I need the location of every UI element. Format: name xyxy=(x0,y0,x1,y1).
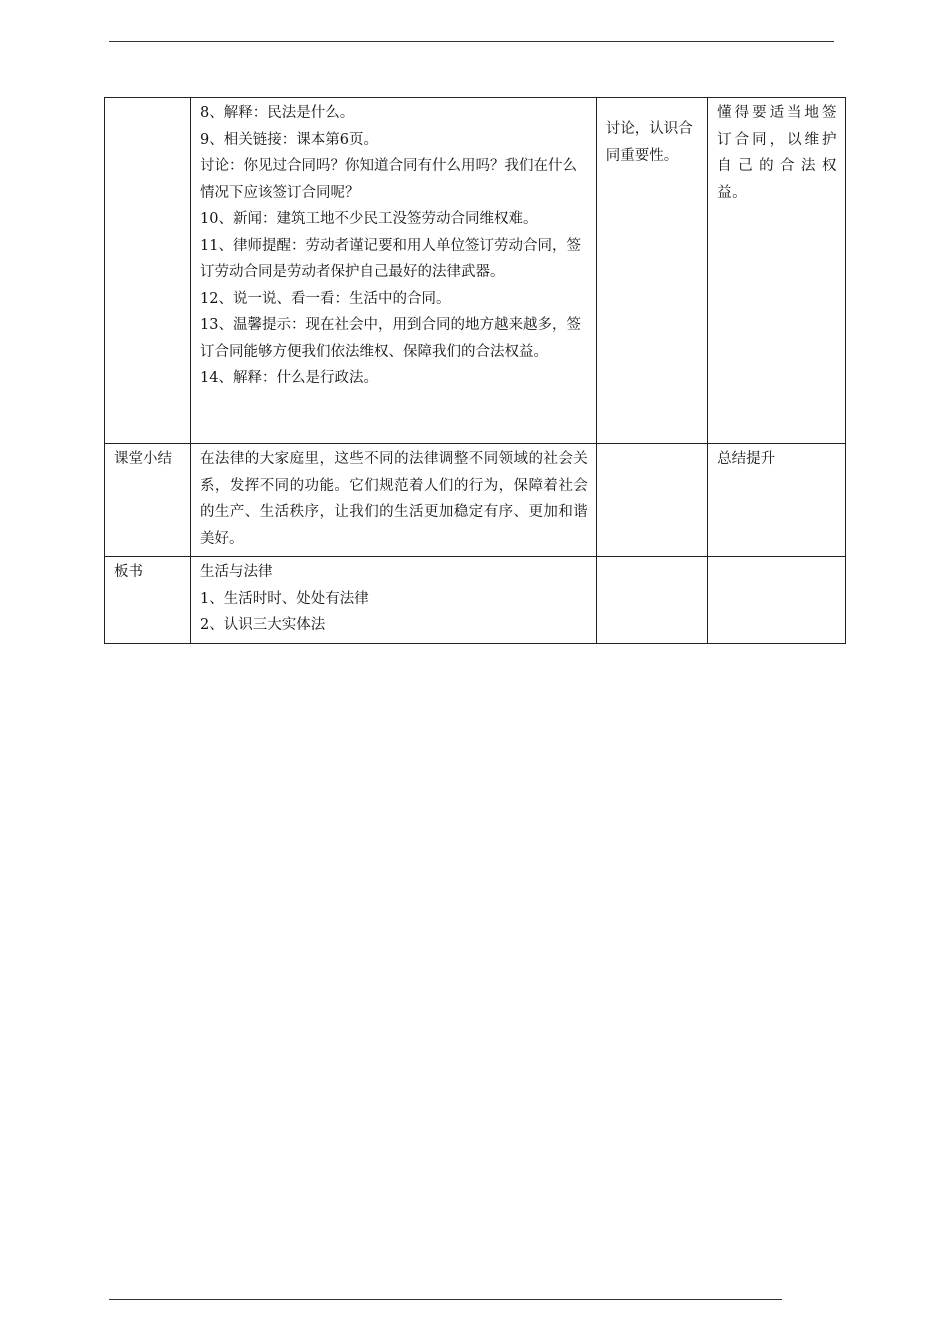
table-row xyxy=(105,557,846,644)
activity-cell xyxy=(596,444,707,557)
row-label-cell xyxy=(105,557,191,644)
content-cell xyxy=(191,98,597,444)
content-line: 14、解释：什么是行政法。 xyxy=(200,370,378,386)
intent-cell xyxy=(708,98,846,444)
board-line: 2、认识三大实体法 xyxy=(200,617,326,633)
activity-cell xyxy=(596,98,707,444)
intent-text: 总结提升 xyxy=(717,451,776,467)
row-label-cell xyxy=(105,98,191,444)
content-line: 13、温馨提示：现在社会中，用到合同的地方越来越多，签订合同能够方便我们依法维权、保障我们的合法权益。 xyxy=(200,317,581,360)
content-line: 9、相关链接：课本第6页。 xyxy=(200,131,378,148)
lesson-plan-table xyxy=(104,97,846,644)
row-label: 课堂小结 xyxy=(114,451,172,467)
header-rule xyxy=(109,41,834,42)
activity-text: 讨论，认识合同重要性。 xyxy=(605,121,693,164)
intent-cell xyxy=(708,557,846,644)
row-label-cell xyxy=(105,444,191,557)
board-title: 生活与法律 xyxy=(200,564,273,580)
table-row xyxy=(105,444,846,557)
board-line: 1、生活时时、处处有法律 xyxy=(200,590,369,607)
content-cell xyxy=(191,557,597,644)
content-line: 讨论：你见过合同吗？你知道合同有什么用吗？我们在什么情况下应该签订合同呢？ xyxy=(200,158,577,201)
footer-rule xyxy=(109,1299,782,1300)
content-line: 8、解释：民法是什么。 xyxy=(200,105,355,121)
activity-cell xyxy=(596,557,707,644)
content-line: 11、律师提醒：劳动者谨记要和用人单位签订劳动合同，签订劳动合同是劳动者保护自己最好的法律武器。 xyxy=(200,237,581,280)
content-cell xyxy=(191,444,597,557)
content-line: 10、新闻：建筑工地不少民工没签劳动合同维权难。 xyxy=(200,211,538,227)
summary-text: 在法律的大家庭里，这些不同的法律调整不同领域的社会关系，发挥不同的功能。它们规范着人们的行为，保障着社会的生产、生活秩序，让我们的生活更加稳定有序、更加和谐美好。 xyxy=(200,451,588,547)
content-line: 12、说一说、看一看：生活中的合同。 xyxy=(200,290,451,307)
row-label: 板书 xyxy=(114,564,143,580)
table-row xyxy=(105,98,846,444)
intent-cell xyxy=(708,444,846,557)
intent-text: 懂得要适当地签订合同，以维护自己的合法权益。 xyxy=(717,105,837,201)
